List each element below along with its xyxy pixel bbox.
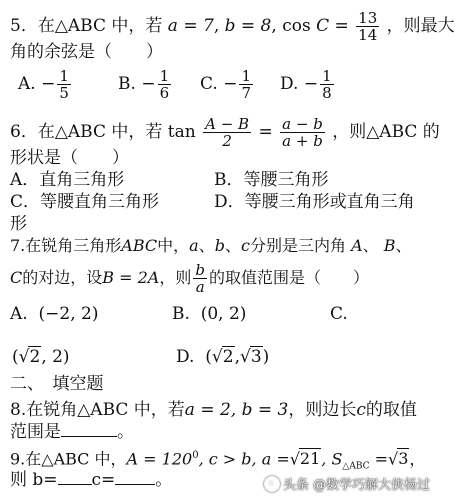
q6-line2: 形状是（ ） <box>10 148 129 168</box>
q6-lhs-fraction: $\frac{A - B}{2}$ <box>205 115 250 150</box>
watermark <box>264 474 430 493</box>
q9-line2: 则 b= c= 。 <box>10 470 173 490</box>
q7-option-c-label: C. <box>330 304 348 324</box>
q7-line2: C的对边，设B = 2A，则 $\frac{b}{a}$ 的取值范围是（ ） <box>10 261 369 296</box>
q5-option-b: B. − $\frac{1}{6}$ <box>118 67 170 102</box>
q5-option-a: A. − $\frac{1}{5}$ <box>18 67 69 102</box>
q5-cos-den: 14 <box>358 26 378 44</box>
q9-b-blank[interactable] <box>58 470 92 485</box>
q9-c-blank[interactable] <box>115 470 155 485</box>
q5-suffix: ，则最大 <box>386 16 455 36</box>
q6-line1: 6．在△ABC 中，若 tan $\frac{A - B}{2}$ = $\frac{a - b}{a + b}$ ，则△ABC 的 <box>10 115 440 150</box>
q7-option-a: A. (−2, 2) <box>10 304 99 324</box>
q5-line1: 5．在△ABC 中，若 a = 7, b = 8, cos C = $\frac{13}{14}$ ，则最大 <box>10 9 455 44</box>
q7-option-b: B. (0, 2) <box>172 304 247 324</box>
q8-line2: 范围是 。 <box>10 422 134 442</box>
q5-line2: 角的余弦是（ ） <box>10 42 163 62</box>
q5-option-d: D. − $\frac{1}{8}$ <box>280 67 332 102</box>
avatar-icon <box>264 476 280 492</box>
q5-prefix: 5．在△ABC 中，若 <box>10 16 163 36</box>
q5-cos-var: C <box>316 16 330 36</box>
q6-option-c: C．等腰直角三角形 <box>10 192 160 212</box>
q5-cos-num: 13 <box>358 9 378 27</box>
q6-option-a: A．直角三角形 <box>10 170 125 190</box>
q6-prefix: 6．在△ABC 中，若 tan <box>10 122 196 142</box>
q6-option-d: D．等腰三角形或直角三角 <box>214 192 415 212</box>
q5-cos-fraction <box>356 10 379 43</box>
q5-given-b: b = 8 <box>224 16 272 36</box>
q5-cos: cos <box>282 16 311 36</box>
q6-option-d-cont: 形 <box>10 214 27 234</box>
watermark-text: 头条 @数学巧解大侠杨过 <box>282 478 430 493</box>
q6-suffix: ，则△ABC 的 <box>332 122 440 142</box>
q8-answer-blank[interactable] <box>61 422 117 437</box>
section2-title: 二、 填空题 <box>10 374 104 394</box>
q6-rhs-fraction: $\frac{a - b}{a + b}$ <box>282 115 323 150</box>
q7-option-d: D. (√2,√3) <box>176 347 270 367</box>
q9-line1: 9.在△ABC 中，$A = 120^0$, c > b, a =√21, $S_{\triangle ABC} =√3$， <box>10 449 426 472</box>
q7-line1: 7.在锐角三角形ABC中，a、b、c分别是三内角 A、 B、 <box>10 236 412 255</box>
q7-option-c-value: (√2, 2) <box>12 347 70 367</box>
q8-line1: 8.在锐角△ABC 中，若a = 2, b = 3，则边长c的取值 <box>10 400 417 420</box>
q5-option-c: C. − $\frac{1}{7}$ <box>200 67 252 102</box>
q6-option-b: B．等腰三角形 <box>214 170 329 190</box>
q5-given-a: a = 7 <box>167 16 214 36</box>
